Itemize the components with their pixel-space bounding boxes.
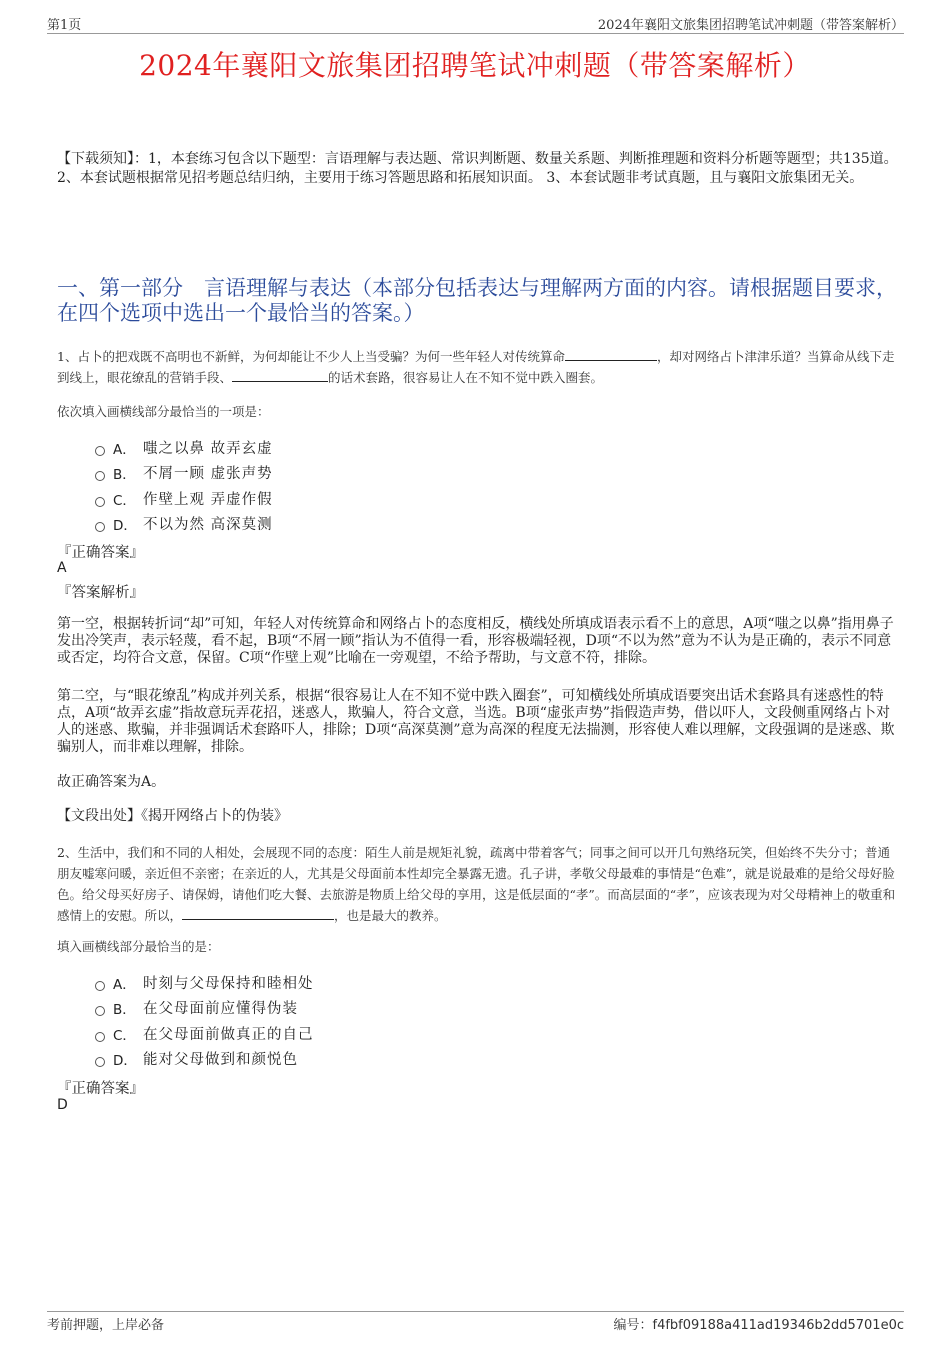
q1-stem-part-a: 1、占卜的把戏既不高明也不新鲜，为何却能让不少人上当受骗？为何一些年轻人对传统算命 (57, 349, 565, 364)
download-notice: 【下载须知】：1，本套练习包含以下题型：言语理解与表达题、常识判断题、数量关系题、判断推理题和资料分析题等题型；共135道。 2、本套试题根据常见招考题总结归纳，主要用于练习答题思路和拓展知识面。 3、本套试题非考试真题，且与襄阳文旅集团无关。 (57, 151, 898, 186)
q2-prompt: 填入画横线部分最恰当的是： (57, 939, 220, 954)
radio-icon[interactable] (95, 1006, 105, 1016)
page-title: 2024年襄阳文旅集团招聘笔试冲刺题（带答案解析） (139, 49, 811, 82)
option-text: 能对父母做到和颜悦色 (143, 1052, 298, 1068)
option-text: 时刻与父母保持和睦相处 (143, 976, 314, 992)
q2-option-d[interactable] (95, 1048, 298, 1069)
q1-answer: A (57, 560, 67, 576)
option-letter: B． (113, 466, 136, 483)
question-2-stem (57, 842, 902, 926)
q1-source: 【文段出处】《揭开网络占卜的伪装》 (57, 808, 288, 824)
option-letter: C． (113, 1027, 136, 1044)
option-text: 作壁上观 弄虚作假 (143, 492, 273, 508)
q2-stem-part-b: ，也是最大的教养。 (334, 908, 447, 923)
q1-analysis-para-2: 第二空，与“眼花缭乱”构成并列关系，根据“很容易让人在不知不觉中跌入圈套”，可知横线处所填成语要突出话术套路具有迷惑性的特点，A项“故弄玄虚”指故意玩弄花招，迷惑人，欺骗人，符合文意，当选。B项“虚张声势”指假造声势，借以吓人，文段侧重网络占卜对人的迷惑、欺骗，并非强调话术套路吓人，排除；D项“高深莫测”意为高深的程度无法揣测，形容使人难以理解，文段强调的是迷惑、欺骗别人，而非难以理解，排除。 (57, 688, 895, 755)
q1-option-c[interactable] (95, 488, 273, 509)
option-letter: C． (113, 492, 136, 509)
q2-answer-label: 『正确答案』 (57, 1081, 144, 1097)
q1-stem-part-b: ，却对网络占卜津津乐道？当算命从线下走到线上，眼花缭乱的营销手段、 (57, 349, 895, 385)
radio-icon[interactable] (95, 497, 105, 507)
option-text: 在父母面前应懂得伪装 (143, 1001, 298, 1017)
radio-icon[interactable] (95, 981, 105, 991)
q2-option-c[interactable] (95, 1023, 314, 1044)
q1-answer-label: 『正确答案』 (57, 545, 144, 561)
footer-code-label: 编号： (613, 1318, 653, 1333)
q1-prompt: 依次填入画横线部分最恰当的一项是： (57, 404, 270, 419)
section-heading: 一、第一部分 言语理解与表达（本部分包括表达与理解两方面的内容。请根据题目要求，在四个选项中选出一个最恰当的答案。） (57, 276, 897, 325)
footer-divider (47, 1311, 904, 1312)
q2-option-b[interactable] (95, 997, 298, 1018)
footer-slogan: 考前押题，上岸必备 (47, 1318, 165, 1333)
q1-blank-1 (565, 346, 657, 361)
q1-blank-2 (232, 367, 328, 382)
option-text: 嗤之以鼻 故弄玄虚 (143, 441, 273, 457)
option-letter: D． (113, 1052, 137, 1069)
q1-conclusion: 故正确答案为A。 (57, 774, 166, 790)
radio-icon[interactable] (95, 1032, 105, 1042)
radio-icon[interactable] (95, 471, 105, 481)
option-letter: A． (113, 976, 136, 993)
option-letter: B． (113, 1001, 136, 1018)
option-text: 不以为然 高深莫测 (143, 517, 273, 533)
q1-stem-part-c: 的话术套路，很容易让人在不知不觉中跌入圈套。 (328, 370, 604, 385)
header-divider (47, 33, 904, 34)
q1-analysis-para-1: 第一空，根据转折词“却”可知，年轻人对传统算命和网络占卜的态度相反，横线处所填成语表示看不上的意思，A项“嗤之以鼻”指用鼻子发出冷笑声，表示轻蔑，看不起，B项“不屑一顾”指认为不值得一看，形容极端轻视，D项“不以为然”意为不认为是正确的，表示不同意或否定，均符合文意，保留。C项“作壁上观”比喻在一旁观望，不给予帮助，与文意不符，排除。 (57, 616, 894, 666)
q2-answer: D (57, 1097, 68, 1113)
option-letter: A． (113, 441, 136, 458)
q1-option-a[interactable] (95, 437, 273, 458)
option-text: 不屑一顾 虚张声势 (143, 466, 273, 482)
page-number: 第1页 (47, 18, 82, 33)
question-1-stem (57, 346, 902, 388)
q1-option-b[interactable] (95, 462, 273, 483)
radio-icon[interactable] (95, 446, 105, 456)
footer-code (613, 1314, 904, 1333)
option-text: 在父母面前做真正的自己 (143, 1027, 314, 1043)
q2-option-a[interactable] (95, 972, 314, 993)
q1-analysis-label: 『答案解析』 (57, 585, 144, 601)
q2-stem-part-a: 2、生活中，我们和不同的人相处，会展现不同的态度：陌生人前是规矩礼貌，疏离中带着客气；同事之间可以开几句熟络玩笑，但始终不失分寸；普通朋友嘘寒问暖，亲近但不亲密；在亲近的人，尤其是父母面前本性却完全暴露无遗。孔子讲，孝敬父母最难的事情是“色难”，就是说最难的是给父母好脸色。给父母买好房子、请保姆，请他们吃大餐、去旅游是物质上给父母的享用，这是低层面的“孝”。而高层面的“孝”，应该表现为对父母精神上的敬重和感情上的安慰。所以， (57, 845, 896, 923)
footer-code-value: f4fbf09188a411ad19346b2dd5701e0c (652, 1318, 904, 1333)
option-letter: D． (113, 517, 137, 534)
radio-icon[interactable] (95, 1057, 105, 1067)
q2-blank (182, 905, 334, 920)
radio-icon[interactable] (95, 522, 105, 532)
running-title: 2024年襄阳文旅集团招聘笔试冲刺题（带答案解析） (597, 18, 904, 33)
q1-option-d[interactable] (95, 513, 273, 534)
